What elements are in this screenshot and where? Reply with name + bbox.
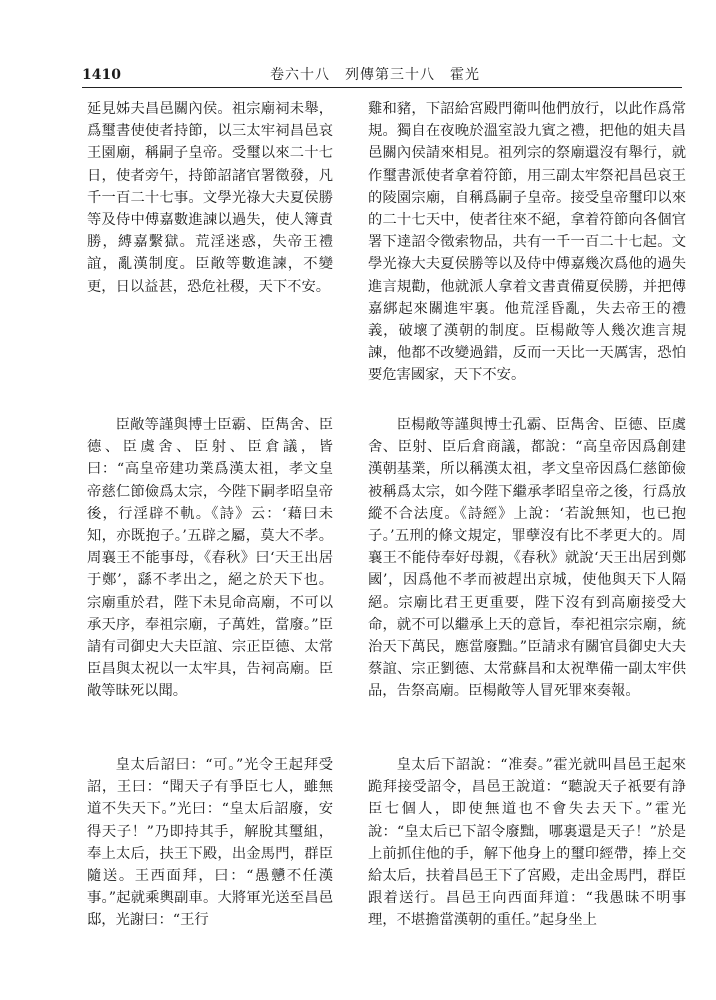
translation-paragraph: 皇太后下詔說：“准奏。”霍光就叫昌邑王起來跪拜接受詔令，昌邑王說道：“聽說天子祇要有諍臣七個人，即使無道也不會失去天下。”霍光說：“皇太后已下詔令廢黜，哪裏還是天子！”於是上前抓住他的手，解下他身上的璽印經帶，捧上交給太后，扶着昌邑王下了宮殿，走出金馬門，群臣跟着送行。昌邑王向西面拜道：“我愚昧不明事理，不堪擔當漢朝的重任。”起身坐上: [368, 757, 686, 929]
page-number: 1410: [82, 67, 121, 83]
translation-paragraph: 臣楊敞等謹與博士孔霸、臣雋舍、臣德、臣虞舍、臣射、臣后倉商議，都說：“高皇帝因爲創建漢朝基業，所以稱漢太祖，孝文皇帝因爲仁慈節儉被稱爲太宗，如今陛下繼承孝昭皇帝之後，行爲放縱不合法度。《詩經》上說：‘若說無知，也已抱子。’五刑的條文規定，罪孽沒有比不孝更大的。周襄王不能侍奉好母親，《春秋》就說‘天王出居到鄭國’，因爲他不孝而被趕出京城，使他與天下人隔絕。宗廟比君王更重要，陛下沒有到高廟接受大命，就不可以繼承上天的意旨，奉祀祖宗宗廟，統治天下萬民，應當廢黜。”臣請求有關官員御史大夫蔡誼、宗正劉德、太常蘇昌和太祝準備一副太牢供品，告祭高廟。臣楊敞等人冒死罪來奏報。: [368, 417, 686, 700]
classical-paragraph: 皇太后詔曰：“可。”光令王起拜受詔，王曰：“聞天子有爭臣七人，雖無道不失天下。”光曰：“皇太后詔廢，安得天子！”乃即持其手，解脫其璽組，奉上太后，扶王下殿，出金馬門，群臣隨送。王西面拜，曰：“愚戇不任漢事。”起就乘輿副車。大將軍光送至昌邑邸，光謝曰：“王行: [87, 757, 333, 929]
classical-text-block-3: [87, 754, 333, 932]
translation-block-1: [368, 98, 686, 387]
translation-block-2: [368, 414, 686, 703]
translation-block-3: [368, 754, 686, 932]
translation-paragraph: 雞和豬，下詔給宮殿門衛叫他們放行，以此作爲常規。獨自在夜晚於溫室設九賓之禮，把他的姐夫昌邑關內侯請來相見。祖列宗的祭廟還沒有舉行，就作璽書派使者拿着符節，用三副太牢祭祀昌邑哀王的陵園宗廟，自稱爲嗣子皇帝。接受皇帝璽印以來的二十七天中，使者往來不絕，拿着符節向各個官署下達詔令徵索物品，共有一千一百二十七起。文學光祿大夫夏侯勝等以及侍中傅嘉幾次爲他的過失進言規勸，他就派人拿着文書責備夏侯勝，并把傅嘉綁起來關進牢裏。他荒淫昏亂，失去帝王的禮義，破壞了漢朝的制度。臣楊敞等人幾次進言規諫，他都不改變過錯，反而一天比一天厲害，恐怕要危害國家，天下不安。: [368, 101, 686, 384]
classical-text-block-1: [87, 98, 333, 298]
classical-paragraph: 臣敞等謹與博士臣霸、臣雋舍、臣德、臣虞舍、臣射、臣倉議，皆曰：“高皇帝建功業爲漢太祖，孝文皇帝慈仁節儉爲太宗，今陛下嗣孝昭皇帝後，行淫辟不軌。《詩》云：‘藉曰未知，亦既抱子。’五辟之屬，莫大不孝。周襄王不能事母，《春秋》曰‘天王出居于鄭’，繇不孝出之，絕之於天下也。宗廟重於君，陛下未見命高廟，不可以承天序，奉祖宗廟，子萬姓，當廢。”臣請有司御史大夫臣誼、宗正臣德、太常臣昌與太祝以一太牢具，告祠高廟。臣敞等昧死以聞。: [87, 417, 333, 700]
classical-text-block-2: [87, 414, 333, 703]
header-rule: [82, 87, 682, 88]
classical-paragraph: 延見姊夫昌邑關內侯。祖宗廟祠未舉，爲璽書使使者持節，以三太牢祠昌邑哀王園廟，稱嗣子皇帝。受璽以來二十七日，使者旁午，持節詔諸官署徵發，凡千一百二十七事。文學光祿大夫夏侯勝等及侍中傅嘉數進諫以過失，使人簿責勝，縛嘉繫獄。荒淫迷惑，失帝王禮誼，亂漢制度。臣敞等數進諫，不變更，日以益甚，恐危社稷，天下不安。: [87, 101, 333, 295]
page-header: [82, 64, 682, 86]
running-head: 卷六十八 列傳第三十八 霍光: [270, 67, 480, 83]
